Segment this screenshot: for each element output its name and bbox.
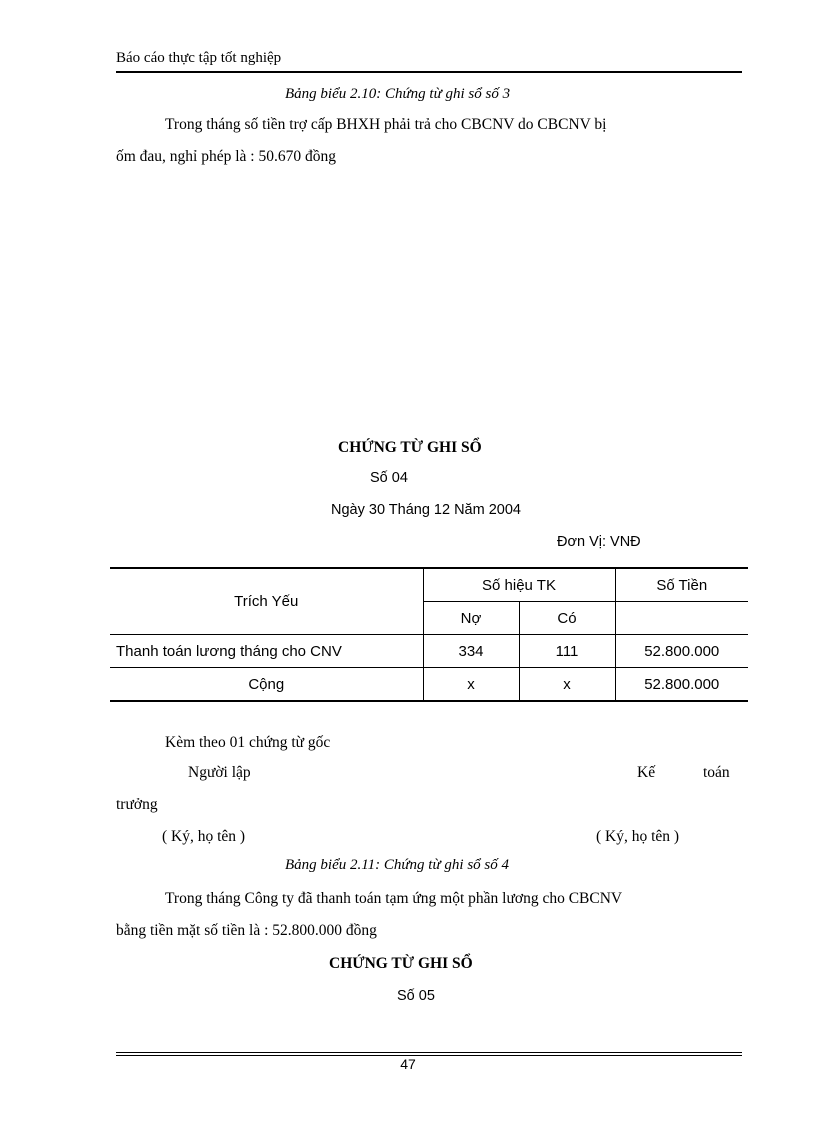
header-rule xyxy=(116,71,742,73)
cell-debit: 334 xyxy=(423,635,519,668)
preparer-label: Người lập xyxy=(188,764,251,781)
page-number: 47 xyxy=(400,1056,416,1072)
signature-note-left: ( Ký, họ tên ) xyxy=(162,828,246,845)
footer-rule xyxy=(116,1052,742,1053)
table-caption-2-10: Bảng biểu 2.10: Chứng từ ghi sổ số 3 xyxy=(285,86,511,102)
cell-description: Cộng xyxy=(110,668,423,702)
cell-amount: 52.800.000 xyxy=(615,635,748,668)
voucher-number-2: Số 05 xyxy=(397,988,435,1004)
voucher-title: CHỨNG TỪ GHI SỔ xyxy=(338,439,482,456)
header-amount-blank xyxy=(615,602,748,635)
paragraph-line: Trong tháng số tiền trợ cấp BHXH phải trả cho CBCNV do CBCNV bị xyxy=(165,116,607,133)
chief-accountant-label-3: trưởng xyxy=(116,796,158,813)
header-credit: Có xyxy=(519,602,615,635)
running-header: Báo cáo thực tập tốt nghiệp xyxy=(116,50,282,66)
currency-unit: Đơn Vị: VNĐ xyxy=(557,534,641,550)
cell-amount: 52.800.000 xyxy=(615,668,748,702)
table-row xyxy=(110,635,748,668)
paragraph-line: bằng tiền mặt số tiền là : 52.800.000 đồng xyxy=(116,922,377,939)
header-description: Trích Yếu xyxy=(110,568,423,635)
voucher-title-2: CHỨNG TỪ GHI SỔ xyxy=(329,955,473,972)
voucher-table xyxy=(110,567,748,702)
header-debit: Nợ xyxy=(423,602,519,635)
table-row-total xyxy=(110,668,748,702)
header-amount: Số Tiền xyxy=(615,568,748,602)
voucher-date: Ngày 30 Tháng 12 Năm 2004 xyxy=(331,502,521,518)
voucher-number: Số 04 xyxy=(370,470,408,486)
signature-note-right: ( Ký, họ tên ) xyxy=(596,828,680,845)
header-account: Số hiệu TK xyxy=(423,568,615,602)
chief-accountant-label-2: toán xyxy=(703,764,730,781)
cell-credit: x xyxy=(519,668,615,702)
cell-description: Thanh toán lương tháng cho CNV xyxy=(110,635,423,668)
paragraph-line: Trong tháng Công ty đã thanh toán tạm ứng một phần lương cho CBCNV xyxy=(165,890,623,907)
attached-documents: Kèm theo 01 chứng từ gốc xyxy=(165,734,331,751)
cell-debit: x xyxy=(423,668,519,702)
paragraph-line: ốm đau, nghỉ phép là : 50.670 đồng xyxy=(116,148,336,165)
cell-credit: 111 xyxy=(519,635,615,668)
chief-accountant-label-1: Kế xyxy=(637,764,656,781)
table-header-row xyxy=(110,568,748,602)
table-caption-2-11: Bảng biểu 2.11: Chứng từ ghi sổ số 4 xyxy=(285,857,509,873)
